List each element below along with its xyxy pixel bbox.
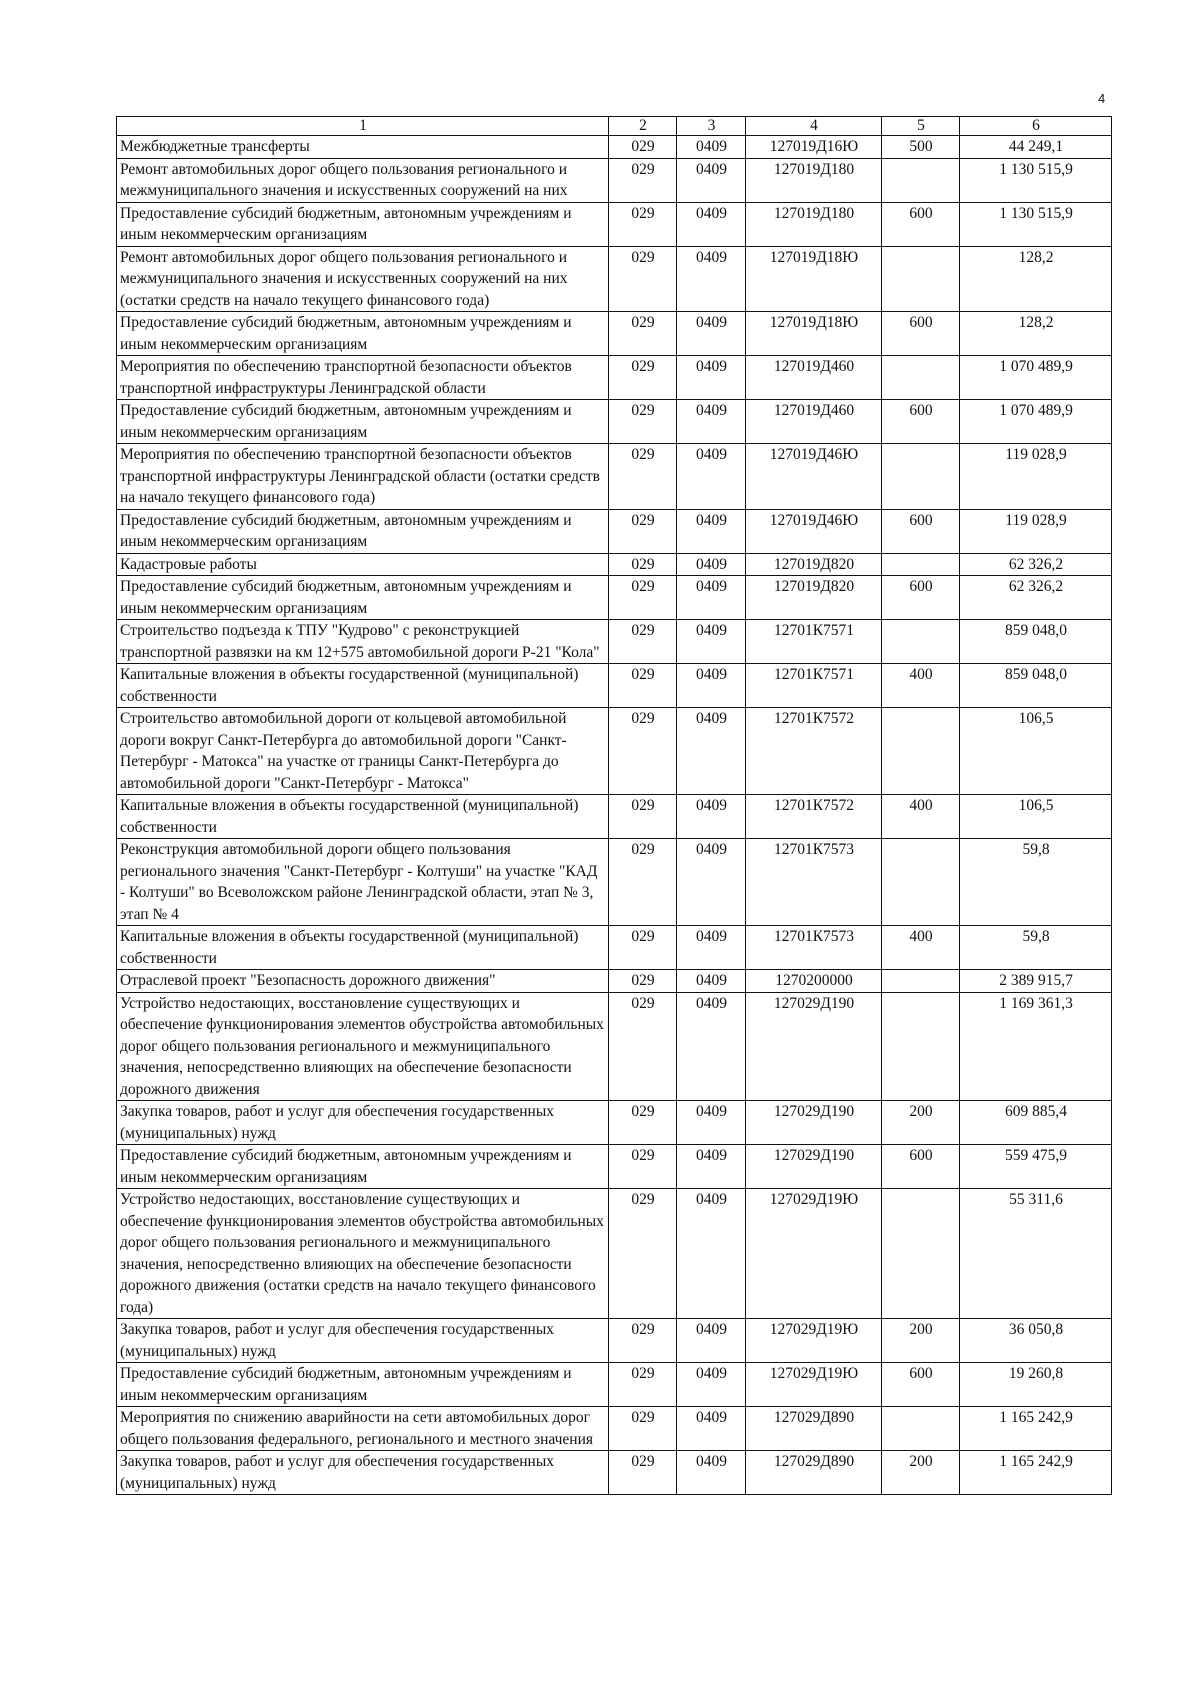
row-csr-code: 12701К7571 [746, 664, 882, 708]
table-row [117, 795, 1112, 839]
row-csr-code: 12701К7573 [746, 839, 882, 926]
row-gr-code: 029 [609, 839, 677, 926]
row-gr-code: 029 [609, 1407, 677, 1451]
row-vr-code: 600 [882, 1363, 960, 1407]
row-vr-code: 600 [882, 576, 960, 620]
row-csr-code: 1270200000 [746, 970, 882, 993]
row-amount: 1 165 242,9 [960, 1407, 1112, 1451]
row-rz-code: 0409 [677, 1145, 746, 1189]
row-gr-code: 029 [609, 553, 677, 576]
table-row [117, 1319, 1112, 1363]
row-rz-code: 0409 [677, 1363, 746, 1407]
row-rz-code: 0409 [677, 312, 746, 356]
row-gr-code: 029 [609, 664, 677, 708]
row-name: Мероприятия по обеспечению транспортной безопасности объектов транспортной инфраструктуры Ленинградской области (остатки средств на начало текущего финансового года) [117, 444, 609, 510]
row-vr-code: 600 [882, 202, 960, 246]
row-rz-code: 0409 [677, 708, 746, 795]
table-row [117, 970, 1112, 993]
row-name: Капитальные вложения в объекты государственной (муниципальной) собственности [117, 795, 609, 839]
row-amount: 1 165 242,9 [960, 1451, 1112, 1495]
table-row [117, 1189, 1112, 1319]
row-rz-code: 0409 [677, 136, 746, 159]
row-vr-code [882, 158, 960, 202]
row-vr-code [882, 1189, 960, 1319]
row-name: Устройство недостающих, восстановление существующих и обеспечение функционирования элементов обустройства автомобильных дорог общего пользования регионального и межмуниципального значения, непосредственно влияющих на обеспечение безопасности дорожного движения (остатки средств на начало текущего финансового года) [117, 1189, 609, 1319]
row-gr-code: 029 [609, 970, 677, 993]
row-gr-code: 029 [609, 1319, 677, 1363]
row-vr-code: 500 [882, 136, 960, 159]
table-row [117, 620, 1112, 664]
row-vr-code [882, 970, 960, 993]
row-csr-code: 127019Д180 [746, 158, 882, 202]
row-name: Ремонт автомобильных дорог общего пользования регионального и межмуниципального значения и искусственных сооружений на них (остатки средств на начало текущего финансового года) [117, 246, 609, 312]
row-gr-code: 029 [609, 202, 677, 246]
table-row [117, 246, 1112, 312]
table-body [117, 136, 1112, 1495]
row-name: Устройство недостающих, восстановление существующих и обеспечение функционирования элементов обустройства автомобильных дорог общего пользования регионального и межмуниципального значения, непосредственно влияющих на обеспечение безопасности дорожного движения [117, 992, 609, 1101]
header-col-3: 3 [677, 117, 746, 136]
row-name: Предоставление субсидий бюджетным, автономным учреждениям и иным некоммерческим организациям [117, 576, 609, 620]
row-name: Строительство подъезда к ТПУ "Кудрово" с реконструкцией транспортной развязки на км 12+575 автомобильной дороги Р-21 "Кола" [117, 620, 609, 664]
row-csr-code: 127029Д19Ю [746, 1319, 882, 1363]
table-row [117, 1363, 1112, 1407]
row-vr-code [882, 356, 960, 400]
row-rz-code: 0409 [677, 1101, 746, 1145]
table-row [117, 664, 1112, 708]
row-gr-code: 029 [609, 444, 677, 510]
row-rz-code: 0409 [677, 509, 746, 553]
row-vr-code [882, 839, 960, 926]
row-name: Межбюджетные трансферты [117, 136, 609, 159]
table-row [117, 839, 1112, 926]
row-amount: 62 326,2 [960, 576, 1112, 620]
row-name: Ремонт автомобильных дорог общего пользования регионального и межмуниципального значения и искусственных сооружений на них [117, 158, 609, 202]
row-amount: 59,8 [960, 926, 1112, 970]
row-gr-code: 029 [609, 509, 677, 553]
row-gr-code: 029 [609, 1451, 677, 1495]
row-amount: 119 028,9 [960, 444, 1112, 510]
row-csr-code: 127019Д180 [746, 202, 882, 246]
row-csr-code: 12701К7572 [746, 708, 882, 795]
row-amount: 106,5 [960, 708, 1112, 795]
row-vr-code: 600 [882, 400, 960, 444]
row-rz-code: 0409 [677, 356, 746, 400]
row-amount: 1 130 515,9 [960, 158, 1112, 202]
row-csr-code: 12701К7571 [746, 620, 882, 664]
row-gr-code: 029 [609, 708, 677, 795]
row-name: Предоставление субсидий бюджетным, автономным учреждениям и иным некоммерческим организациям [117, 1363, 609, 1407]
row-name: Закупка товаров, работ и услуг для обеспечения государственных (муниципальных) нужд [117, 1101, 609, 1145]
row-vr-code [882, 553, 960, 576]
row-name: Отраслевой проект "Безопасность дорожного движения" [117, 970, 609, 993]
row-name: Капитальные вложения в объекты государственной (муниципальной) собственности [117, 926, 609, 970]
row-csr-code: 127019Д46Ю [746, 444, 882, 510]
row-name: Предоставление субсидий бюджетным, автономным учреждениям и иным некоммерческим организациям [117, 509, 609, 553]
row-vr-code: 400 [882, 664, 960, 708]
row-name: Кадастровые работы [117, 553, 609, 576]
table-row [117, 1101, 1112, 1145]
row-csr-code: 12701К7572 [746, 795, 882, 839]
row-vr-code: 200 [882, 1101, 960, 1145]
header-row [117, 117, 1112, 136]
table-row [117, 926, 1112, 970]
table-row [117, 1145, 1112, 1189]
header-col-4: 4 [746, 117, 882, 136]
row-amount: 36 050,8 [960, 1319, 1112, 1363]
row-amount: 1 169 361,3 [960, 992, 1112, 1101]
row-amount: 128,2 [960, 246, 1112, 312]
row-vr-code [882, 708, 960, 795]
row-name: Мероприятия по обеспечению транспортной безопасности объектов транспортной инфраструктуры Ленинградской области [117, 356, 609, 400]
row-rz-code: 0409 [677, 992, 746, 1101]
row-name: Реконструкция автомобильной дороги общего пользования регионального значения "Санкт-Петербург - Колтуши" на участке "КАД - Колтуши" во Всеволожском районе Ленинградской области, этап № 3, этап № 4 [117, 839, 609, 926]
row-amount: 1 070 489,9 [960, 356, 1112, 400]
row-gr-code: 029 [609, 312, 677, 356]
row-amount: 1 070 489,9 [960, 400, 1112, 444]
row-csr-code: 127019Д18Ю [746, 246, 882, 312]
header-col-5: 5 [882, 117, 960, 136]
row-rz-code: 0409 [677, 620, 746, 664]
row-vr-code [882, 444, 960, 510]
row-vr-code: 200 [882, 1319, 960, 1363]
table-row [117, 136, 1112, 159]
table-row [117, 576, 1112, 620]
row-rz-code: 0409 [677, 839, 746, 926]
row-vr-code: 600 [882, 1145, 960, 1189]
row-amount: 55 311,6 [960, 1189, 1112, 1319]
row-csr-code: 127029Д19Ю [746, 1189, 882, 1319]
row-amount: 106,5 [960, 795, 1112, 839]
row-amount: 609 885,4 [960, 1101, 1112, 1145]
row-rz-code: 0409 [677, 664, 746, 708]
row-amount: 2 389 915,7 [960, 970, 1112, 993]
row-amount: 859 048,0 [960, 620, 1112, 664]
row-name: Закупка товаров, работ и услуг для обеспечения государственных (муниципальных) нужд [117, 1319, 609, 1363]
row-amount: 859 048,0 [960, 664, 1112, 708]
row-gr-code: 029 [609, 1145, 677, 1189]
row-rz-code: 0409 [677, 1451, 746, 1495]
row-csr-code: 127029Д190 [746, 1101, 882, 1145]
row-name: Закупка товаров, работ и услуг для обеспечения государственных (муниципальных) нужд [117, 1451, 609, 1495]
row-amount: 62 326,2 [960, 553, 1112, 576]
row-name: Предоставление субсидий бюджетным, автономным учреждениям и иным некоммерческим организациям [117, 202, 609, 246]
row-csr-code: 127029Д190 [746, 1145, 882, 1189]
header-col-1: 1 [117, 117, 609, 136]
table-row [117, 992, 1112, 1101]
page-number: 4 [1098, 91, 1106, 106]
row-csr-code: 12701К7573 [746, 926, 882, 970]
row-name: Мероприятия по снижению аварийности на сети автомобильных дорог общего пользования федерального, регионального и местного значения [117, 1407, 609, 1451]
row-rz-code: 0409 [677, 576, 746, 620]
row-gr-code: 029 [609, 620, 677, 664]
row-gr-code: 029 [609, 158, 677, 202]
row-csr-code: 127019Д820 [746, 553, 882, 576]
table-row [117, 400, 1112, 444]
row-gr-code: 029 [609, 1189, 677, 1319]
row-vr-code [882, 620, 960, 664]
row-csr-code: 127019Д460 [746, 400, 882, 444]
row-csr-code: 127019Д820 [746, 576, 882, 620]
row-amount: 119 028,9 [960, 509, 1112, 553]
row-rz-code: 0409 [677, 970, 746, 993]
row-gr-code: 029 [609, 795, 677, 839]
row-name: Предоставление субсидий бюджетным, автономным учреждениям и иным некоммерческим организациям [117, 312, 609, 356]
row-vr-code [882, 246, 960, 312]
row-amount: 1 130 515,9 [960, 202, 1112, 246]
row-csr-code: 127019Д18Ю [746, 312, 882, 356]
row-csr-code: 127029Д890 [746, 1451, 882, 1495]
row-csr-code: 127029Д19Ю [746, 1363, 882, 1407]
row-gr-code: 029 [609, 926, 677, 970]
row-rz-code: 0409 [677, 1319, 746, 1363]
row-amount: 44 249,1 [960, 136, 1112, 159]
row-csr-code: 127019Д16Ю [746, 136, 882, 159]
row-amount: 559 475,9 [960, 1145, 1112, 1189]
row-gr-code: 029 [609, 136, 677, 159]
header-col-6: 6 [960, 117, 1112, 136]
row-amount: 128,2 [960, 312, 1112, 356]
budget-table [116, 116, 1112, 1495]
row-rz-code: 0409 [677, 202, 746, 246]
row-rz-code: 0409 [677, 553, 746, 576]
table-row [117, 708, 1112, 795]
row-vr-code: 400 [882, 795, 960, 839]
row-rz-code: 0409 [677, 246, 746, 312]
row-amount: 59,8 [960, 839, 1112, 926]
row-csr-code: 127019Д46Ю [746, 509, 882, 553]
row-name: Предоставление субсидий бюджетным, автономным учреждениям и иным некоммерческим организациям [117, 400, 609, 444]
table-row [117, 202, 1112, 246]
row-vr-code: 200 [882, 1451, 960, 1495]
row-rz-code: 0409 [677, 400, 746, 444]
row-vr-code: 600 [882, 312, 960, 356]
row-csr-code: 127029Д190 [746, 992, 882, 1101]
row-rz-code: 0409 [677, 1189, 746, 1319]
row-gr-code: 029 [609, 1363, 677, 1407]
row-gr-code: 029 [609, 246, 677, 312]
row-gr-code: 029 [609, 400, 677, 444]
row-csr-code: 127029Д890 [746, 1407, 882, 1451]
row-gr-code: 029 [609, 1101, 677, 1145]
row-gr-code: 029 [609, 992, 677, 1101]
table-row [117, 444, 1112, 510]
row-rz-code: 0409 [677, 158, 746, 202]
row-name: Капитальные вложения в объекты государственной (муниципальной) собственности [117, 664, 609, 708]
row-rz-code: 0409 [677, 1407, 746, 1451]
table-row [117, 1451, 1112, 1495]
row-gr-code: 029 [609, 576, 677, 620]
row-rz-code: 0409 [677, 926, 746, 970]
table-row [117, 312, 1112, 356]
table-row [117, 356, 1112, 400]
header-col-2: 2 [609, 117, 677, 136]
row-csr-code: 127019Д460 [746, 356, 882, 400]
row-name: Строительство автомобильной дороги от кольцевой автомобильной дороги вокруг Санкт-Петербурга до автомобильной дороги "Санкт-Петербург - Матокса" на участке от границы Санкт-Петербурга до автомобильной дороги "Санкт-Петербург - Матокса" [117, 708, 609, 795]
table-row [117, 158, 1112, 202]
table-row [117, 509, 1112, 553]
row-vr-code: 400 [882, 926, 960, 970]
row-vr-code [882, 992, 960, 1101]
row-gr-code: 029 [609, 356, 677, 400]
table-row [117, 553, 1112, 576]
row-rz-code: 0409 [677, 444, 746, 510]
row-vr-code [882, 1407, 960, 1451]
row-vr-code: 600 [882, 509, 960, 553]
row-rz-code: 0409 [677, 795, 746, 839]
table-row [117, 1407, 1112, 1451]
row-amount: 19 260,8 [960, 1363, 1112, 1407]
row-name: Предоставление субсидий бюджетным, автономным учреждениям и иным некоммерческим организациям [117, 1145, 609, 1189]
